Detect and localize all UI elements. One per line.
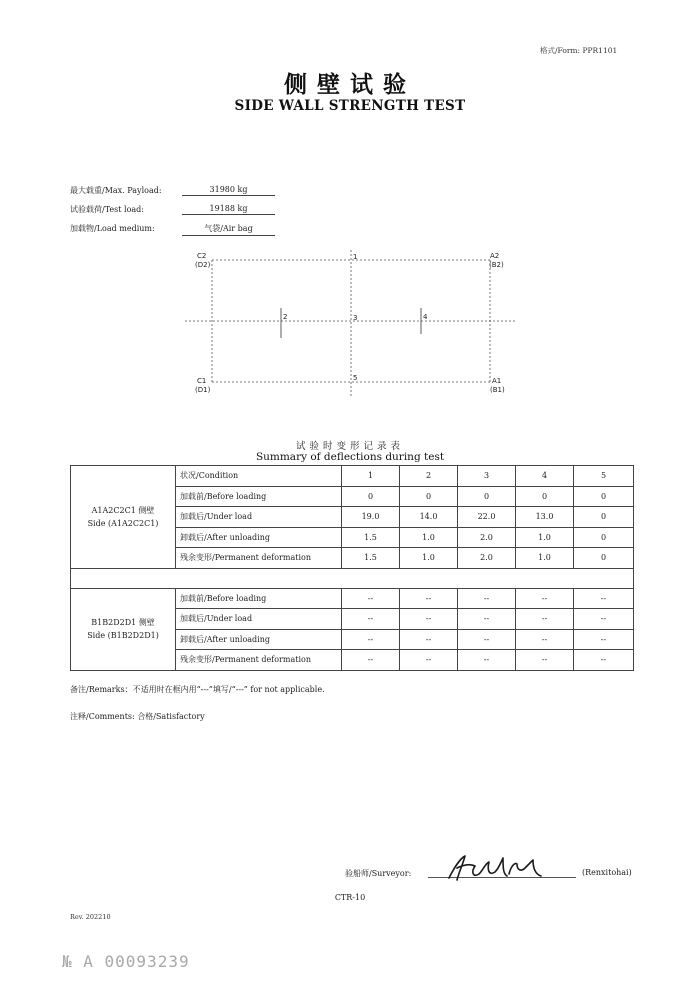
point-3-label: 3: [353, 314, 358, 322]
corner-tl-label: C2: [197, 252, 207, 260]
value-cell: --: [574, 650, 634, 671]
value-cell: --: [400, 650, 458, 671]
point-5-label: 5: [353, 374, 358, 382]
load-medium-label: 加载物/Load medium:: [70, 224, 155, 233]
condition-cell: 残余变形/Permanent deformation: [176, 548, 342, 569]
value-cell: --: [458, 650, 516, 671]
value-cell: 0: [574, 527, 634, 548]
value-cell: --: [574, 588, 634, 609]
load-medium-value: 气袋/Air bag: [182, 223, 275, 236]
value-cell: 1.5: [342, 548, 400, 569]
col-header-5: 5: [574, 466, 634, 487]
value-cell: --: [342, 609, 400, 630]
value-cell: --: [458, 609, 516, 630]
condition-cell: 残余变形/Permanent deformation: [176, 650, 342, 671]
condition-cell: 卸载后/After unloading: [176, 629, 342, 650]
value-cell: 1.5: [342, 527, 400, 548]
revision-label: Rev. 202210: [70, 913, 111, 921]
serial-number: № A 00093239: [62, 952, 190, 971]
value-cell: 1.0: [400, 527, 458, 548]
condition-cell: 加载前/Before loading: [176, 588, 342, 609]
col-header-2: 2: [400, 466, 458, 487]
value-cell: 0: [574, 548, 634, 569]
value-cell: --: [400, 609, 458, 630]
value-cell: 22.0: [458, 507, 516, 528]
value-cell: 14.0: [400, 507, 458, 528]
surveyor-signature: [445, 852, 550, 884]
corner-tr-sub-label: (B2): [489, 261, 504, 269]
value-cell: 2.0: [458, 527, 516, 548]
condition-cell: 加载后/Under load: [176, 609, 342, 630]
summary-title-english: Summary of deflections during test: [255, 451, 445, 463]
test-load-label: 试验载荷/Test load:: [70, 205, 144, 214]
title-chinese: 侧壁试验: [284, 71, 416, 98]
value-cell: --: [342, 650, 400, 671]
point-2-label: 2: [283, 313, 288, 321]
value-cell: --: [516, 650, 574, 671]
value-cell: 0: [574, 507, 634, 528]
value-cell: 1.0: [516, 548, 574, 569]
table-header-row: [71, 466, 634, 487]
col-header-4: 4: [516, 466, 574, 487]
spacer-cell: [71, 568, 634, 588]
col-header-1: 1: [342, 466, 400, 487]
side-a-label-en: Side (A1A2C2C1): [87, 518, 159, 528]
value-cell: --: [458, 629, 516, 650]
comments-text: 注释/Comments: 合格/Satisfactory: [70, 712, 205, 721]
table-row: [71, 588, 634, 609]
side-b-label-cell: [71, 588, 176, 670]
table-spacer-row: [71, 568, 634, 588]
value-cell: --: [574, 629, 634, 650]
remarks-text: 备注/Remarks：不适用时在框内用“---”填写/“---” for not applicable.: [70, 685, 325, 694]
value-cell: 0: [458, 486, 516, 507]
value-cell: --: [516, 629, 574, 650]
condition-cell: 卸载后/After unloading: [176, 527, 342, 548]
surveyor-label: 验船师/Surveyor:: [345, 869, 412, 878]
value-cell: --: [516, 609, 574, 630]
side-b-label-cn: B1B2D2D1 侧壁: [91, 618, 155, 627]
condition-header: 状况/Condition: [176, 466, 342, 487]
max-payload-label: 最大载重/Max. Payload:: [70, 186, 162, 195]
value-cell: 2.0: [458, 548, 516, 569]
value-cell: 19.0: [342, 507, 400, 528]
corner-br-sub-label: (B1): [490, 386, 505, 394]
value-cell: 1.0: [400, 548, 458, 569]
corner-bl-label: C1: [197, 377, 207, 385]
point-4-label: 4: [423, 313, 428, 321]
side-b-label-en: Side (B1B2D2D1): [87, 631, 159, 640]
value-cell: 0: [574, 486, 634, 507]
value-cell: 0: [400, 486, 458, 507]
condition-cell: 加载前/Before loading: [176, 486, 342, 507]
value-cell: --: [400, 629, 458, 650]
corner-tl-sub-label: (D2): [195, 261, 211, 269]
value-cell: --: [342, 629, 400, 650]
summary-title-chinese: 试验时变形记录表: [295, 441, 404, 452]
corner-tr-label: A2: [490, 252, 500, 260]
side-a-label-cell: [71, 466, 176, 569]
corner-br-label: A1: [492, 377, 502, 385]
surveyor-name: (Renxitohai): [582, 868, 632, 877]
value-cell: 0: [516, 486, 574, 507]
value-cell: --: [574, 609, 634, 630]
point-1-label: 1: [353, 253, 358, 261]
condition-cell: 加载后/Under load: [176, 507, 342, 528]
test-load-value: 19188 kg: [182, 204, 275, 215]
col-header-3: 3: [458, 466, 516, 487]
value-cell: 1.0: [516, 527, 574, 548]
value-cell: 0: [342, 486, 400, 507]
value-cell: --: [516, 588, 574, 609]
title-english: SIDE WALL STRENGTH TEST: [234, 98, 466, 114]
page-code: CTR-10: [334, 893, 366, 902]
side-a-label-cn: A1A2C2C1 侧壁: [91, 505, 155, 515]
value-cell: --: [458, 588, 516, 609]
value-cell: --: [400, 588, 458, 609]
max-payload-value: 31980 kg: [182, 185, 275, 196]
value-cell: --: [342, 588, 400, 609]
corner-bl-sub-label: (D1): [195, 386, 211, 394]
form-number: 格式/Form: PPR1101: [540, 46, 618, 55]
side-wall-diagram: [185, 248, 520, 398]
value-cell: 13.0: [516, 507, 574, 528]
deflection-table: [70, 465, 634, 671]
